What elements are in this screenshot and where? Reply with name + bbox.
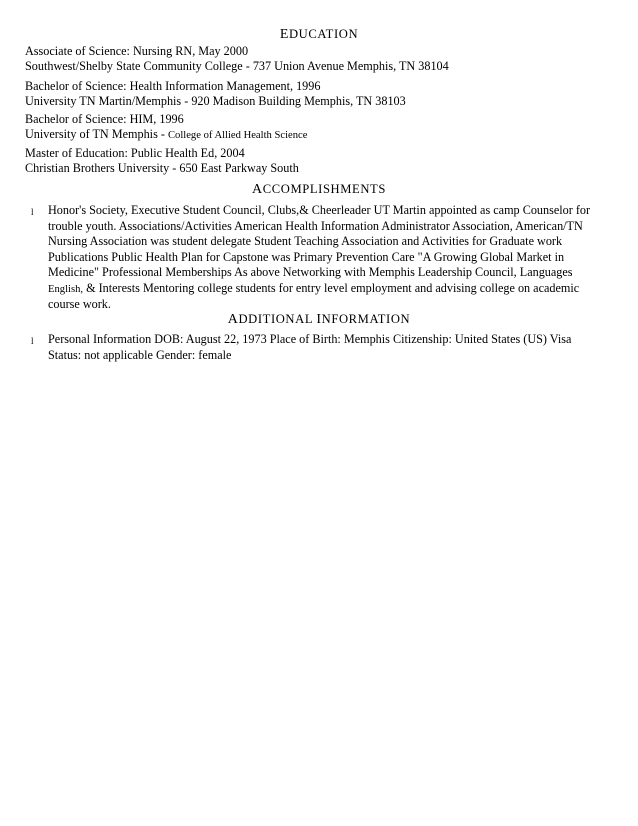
additional-heading-rest-1: DDITIONAL: [238, 312, 317, 326]
education-entry: [25, 146, 615, 176]
accomplishments-line: course work.: [48, 296, 111, 311]
accomplishments-text: [48, 203, 608, 312]
accomplishments-heading: [0, 181, 638, 198]
education-degree: Bachelor of Science: Health Information Management, 1996: [25, 79, 321, 93]
education-school: Christian Brothers University - 650 East Parkway South: [25, 161, 299, 175]
additional-information-heading: [0, 311, 638, 328]
additional-heading-initial-1: A: [227, 312, 239, 327]
education-school-college: College of Allied Health Science: [167, 130, 308, 141]
education-heading: [0, 26, 638, 43]
education-school: Southwest/Shelby State Community College - 737 Union Avenue Memphis, TN 38104: [25, 59, 449, 73]
additional-information-line: Status: not applicable Gender: female: [48, 347, 232, 362]
accomplishments-line-rest: & Interests Mentoring college students for entry level employment and advising college on academic: [83, 280, 580, 295]
accomplishments-line: Publications Public Health Plan for Capstone was Primary Prevention Care "A Growing Global Market in: [48, 249, 565, 264]
education-entry: [25, 44, 615, 74]
accomplishments-heading-initial: A: [252, 182, 263, 197]
accomplishments-heading-rest: CCOMPLISHMENTS: [262, 182, 386, 196]
bullet-icon: l: [31, 336, 34, 346]
accomplishments-line-small: English,: [48, 283, 84, 295]
accomplishments-line: Nursing Association was student delegate Student Teaching Association and Activities for Graduate work: [48, 234, 563, 249]
education-entry: [25, 112, 615, 142]
additional-information-line: Personal Information DOB: August 22, 1973 Place of Birth: Memphis Citizenship: United States (US) Visa: [48, 332, 572, 346]
accomplishments-line: Honor's Society, Executive Student Council, Clubs,& Cheerleader UT Martin appointed as camp Counselor for: [48, 203, 591, 217]
education-entry: [25, 79, 615, 109]
accomplishments-line: Medicine" Professional Memberships As above Networking with Memphis Leadership Council, Languages: [48, 265, 573, 280]
bullet-icon: l: [31, 207, 34, 217]
education-degree: Master of Education: Public Health Ed, 2004: [25, 146, 245, 160]
education-degree: Bachelor of Science: HIM, 1996: [25, 112, 184, 126]
accomplishments-line: [48, 281, 608, 297]
education-school: University TN Martin/Memphis - 920 Madison Building Memphis, TN 38103: [25, 94, 406, 108]
education-degree: Associate of Science: Nursing RN, May 2000: [25, 44, 249, 58]
accomplishments-line: trouble youth. Associations/Activities American Health Information Administrator Association, American/TN: [48, 218, 583, 233]
education-school: [25, 127, 615, 142]
education-heading-rest: DUCATION: [288, 27, 359, 41]
additional-heading-rest-2: NFORMATION: [321, 312, 411, 326]
additional-heading-initial-2: I: [316, 312, 322, 327]
education-school-main: University of TN Memphis -: [25, 127, 168, 141]
additional-information-text: [48, 332, 608, 363]
education-heading-initial: E: [279, 27, 289, 42]
